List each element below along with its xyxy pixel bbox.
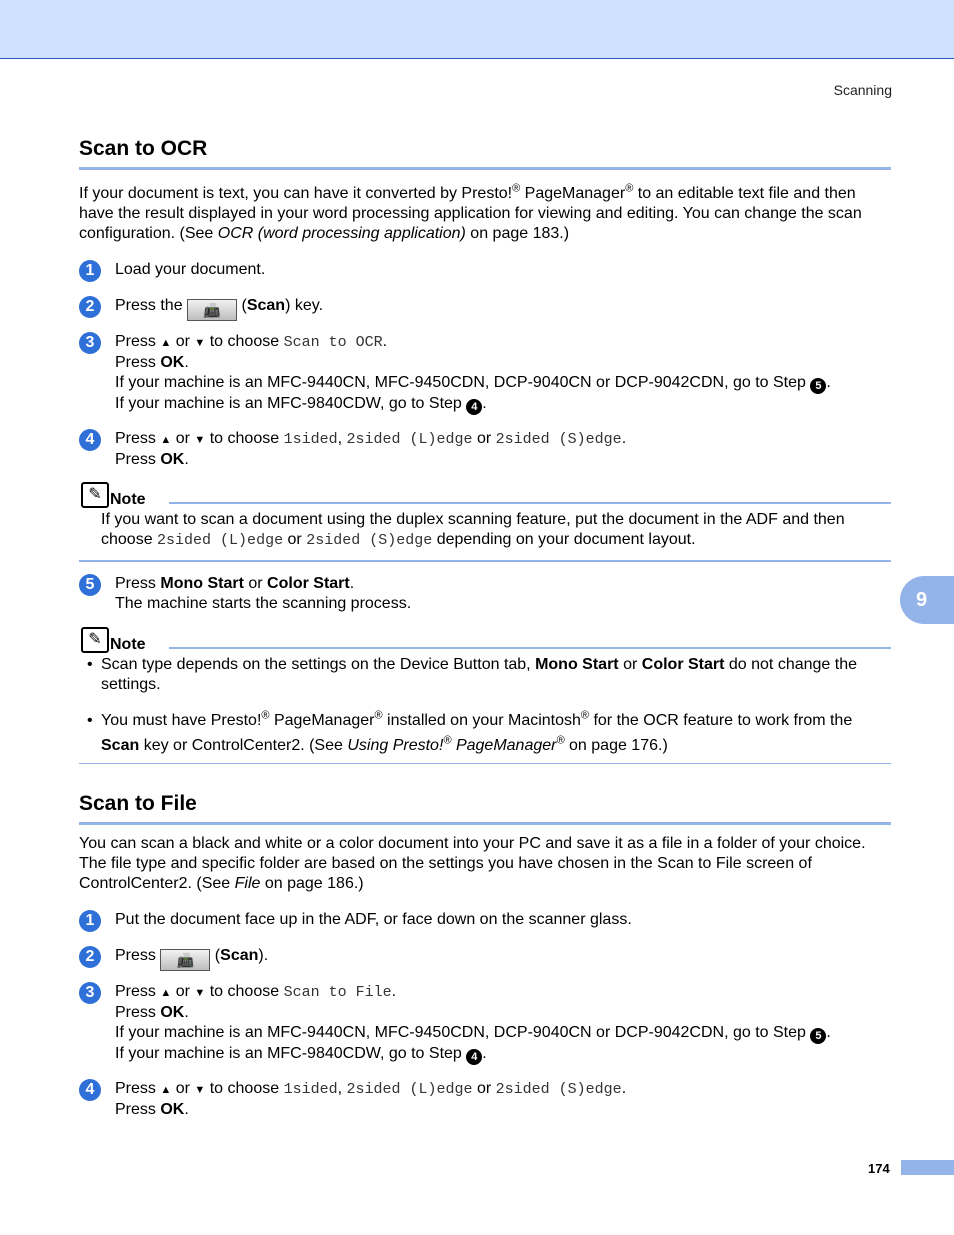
- ocr-step-1: 1 Load your document.: [79, 260, 894, 280]
- step-number-4: 4: [79, 1079, 101, 1101]
- scan-key-icon: 📠: [187, 299, 237, 321]
- down-arrow-icon: ▼: [194, 987, 206, 999]
- file-step-2: 2 Press 📠 (Scan).: [79, 946, 894, 971]
- scan-key-icon: 📠: [160, 949, 210, 971]
- up-arrow-icon: ▲: [160, 987, 172, 999]
- ocr-step-3: 3 Press ▲ or ▼ to choose Scan to OCR. Press OK. If your machine is an MFC-9440CN, MFC-9450CDN, DCP-9040CN or DCP-9042CDN, go to Step 5 . If your machine is an MFC-9840CDW, go to Step 4 .: [79, 332, 894, 415]
- step-number-3: 3: [79, 332, 101, 354]
- up-arrow-icon: ▲: [160, 434, 172, 446]
- chapter-tab: 9: [900, 576, 954, 624]
- ocr-step-5: 5 Press Mono Start or Color Start. The machine starts the scanning process.: [79, 574, 894, 614]
- presto-page-link[interactable]: Using Presto!® PageManager®: [347, 734, 565, 754]
- down-arrow-icon: ▼: [194, 1084, 206, 1096]
- note-divider: [169, 647, 891, 649]
- step-ref-5-icon: 5: [810, 378, 826, 394]
- step-ref-4-icon: 4: [466, 399, 482, 415]
- ocr-page-link[interactable]: OCR (word processing application): [217, 225, 466, 242]
- page-number: 174: [868, 1161, 890, 1176]
- step-number-1: 1: [79, 260, 101, 282]
- section-title-scan-to-ocr: Scan to OCR: [79, 136, 891, 170]
- step-number-4: 4: [79, 429, 101, 451]
- step-number-5: 5: [79, 574, 101, 596]
- note-header-2: ✎ Note: [79, 631, 891, 655]
- down-arrow-icon: ▼: [194, 337, 206, 349]
- down-arrow-icon: ▼: [194, 434, 206, 446]
- step-number-3: 3: [79, 982, 101, 1004]
- note-divider: [169, 502, 891, 504]
- step-number-2: 2: [79, 946, 101, 968]
- note-1-text: If you want to scan a document using the duplex scanning feature, put the document in the ADF and then choose 2sided (L)edge or 2sided (S)edge depending on your document layout.: [101, 511, 845, 549]
- step-number-2: 2: [79, 296, 101, 318]
- page-number-bar: [901, 1160, 954, 1175]
- running-header: Scanning: [833, 82, 892, 98]
- up-arrow-icon: ▲: [160, 337, 172, 349]
- file-step-4: 4 Press ▲ or ▼ to choose 1sided, 2sided (L)edge or 2sided (S)edge. Press OK.: [79, 1079, 894, 1120]
- note-pencil-icon: ✎: [81, 627, 109, 653]
- up-arrow-icon: ▲: [160, 1084, 172, 1096]
- top-banner: [0, 0, 954, 59]
- note-1-end-rule: [79, 560, 891, 562]
- ocr-step-2: 2 Press the 📠 (Scan) key.: [79, 296, 894, 321]
- step-ref-4-icon: 4: [466, 1049, 482, 1065]
- ocr-intro: If your document is text, you can have it converted by Presto!® PageManager® to an editable text file and then have the result displayed in your word processing application for viewing and editing. You can change the scan configuration. (See OCR (word processing application) on page 183.): [79, 182, 862, 242]
- file-intro: You can scan a black and white or a color document into your PC and save it as a file in a folder of your choice. The file type and specific folder are based on the settings you have chosen in the Scan to File screen of ControlCenter2. (See File on page 186.): [79, 835, 866, 892]
- file-step-3: 3 Press ▲ or ▼ to choose Scan to File. Press OK. If your machine is an MFC-9440CN, MFC-9450CDN, DCP-9040CN or DCP-9042CDN, go to Step 5 . If your machine is an MFC-9840CDW, go to Step 4 .: [79, 982, 894, 1065]
- note-header-1: ✎ Note: [79, 486, 891, 510]
- step-number-1: 1: [79, 910, 101, 932]
- note-2-bullet-1: • Scan type depends on the settings on the Device Button tab, Mono Start or Color Start do not change the settings.: [87, 656, 857, 693]
- note-2-bullet-2: • You must have Presto!® PageManager® installed on your Macintosh® for the OCR feature to work from the Scan key or ControlCenter2. (See Using Presto!® PageManager® on page 176.): [87, 709, 853, 754]
- file-page-link[interactable]: File: [234, 875, 261, 892]
- note-2-end-rule: [79, 763, 891, 764]
- note-pencil-icon: ✎: [81, 482, 109, 508]
- file-step-1: 1 Put the document face up in the ADF, or face down on the scanner glass.: [79, 910, 894, 930]
- ocr-step-4: 4 Press ▲ or ▼ to choose 1sided, 2sided (L)edge or 2sided (S)edge. Press OK.: [79, 429, 894, 470]
- section-title-scan-to-file: Scan to File: [79, 791, 891, 825]
- step-ref-5-icon: 5: [810, 1028, 826, 1044]
